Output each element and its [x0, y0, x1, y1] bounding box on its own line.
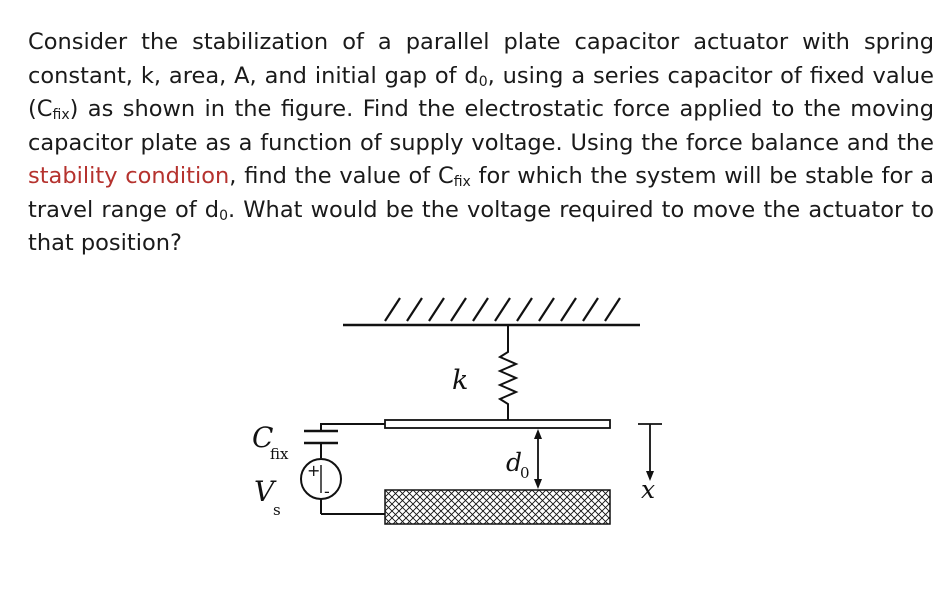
subscript-d0: 0 — [478, 73, 488, 90]
fixed-ceiling — [343, 298, 640, 325]
moving-plate — [385, 420, 610, 428]
subscript-fix: fix — [52, 107, 70, 123]
gap-label-d: d — [506, 448, 523, 477]
displacement-label-x: x — [641, 475, 656, 504]
source-minus-sign: - — [324, 482, 330, 501]
spring — [500, 325, 516, 420]
source-label-v: V — [254, 475, 275, 508]
displacement-arrow — [638, 424, 662, 476]
problem-text-3: ) as shown in the figure. Find the electrostatic force applied to the moving capacitor plate as a function of supply voltage. Using the force balance and the — [28, 96, 934, 156]
subscript-d0-2: 0 — [219, 207, 229, 224]
source-plus-sign: + — [307, 461, 321, 480]
capacitor-label-sub: fix — [270, 445, 289, 463]
problem-text-2: , using a series capacitor of fixed value (C — [28, 62, 934, 122]
gap-label-sub: 0 — [520, 464, 530, 482]
source-label-sub: s — [273, 501, 281, 519]
fixed-electrode — [385, 490, 610, 524]
problem-text-5: for which the system will be stable for a travel range of d — [28, 163, 934, 223]
subscript-fix-2: fix — [453, 174, 471, 190]
spring-label-k: k — [452, 365, 469, 396]
capacitor-label-c: C — [252, 421, 274, 454]
problem-text-1: Consider the stabilization of a parallel plate capacitor actuator with spring constant, k, area, A, and initial gap of d — [28, 29, 934, 89]
problem-text-6: . What would be the voltage required to move the actuator to that position? — [28, 196, 934, 256]
stability-condition-link: stability condition — [28, 163, 230, 189]
problem-text-4: , find the value of C — [229, 163, 454, 189]
series-capacitor — [304, 431, 338, 443]
